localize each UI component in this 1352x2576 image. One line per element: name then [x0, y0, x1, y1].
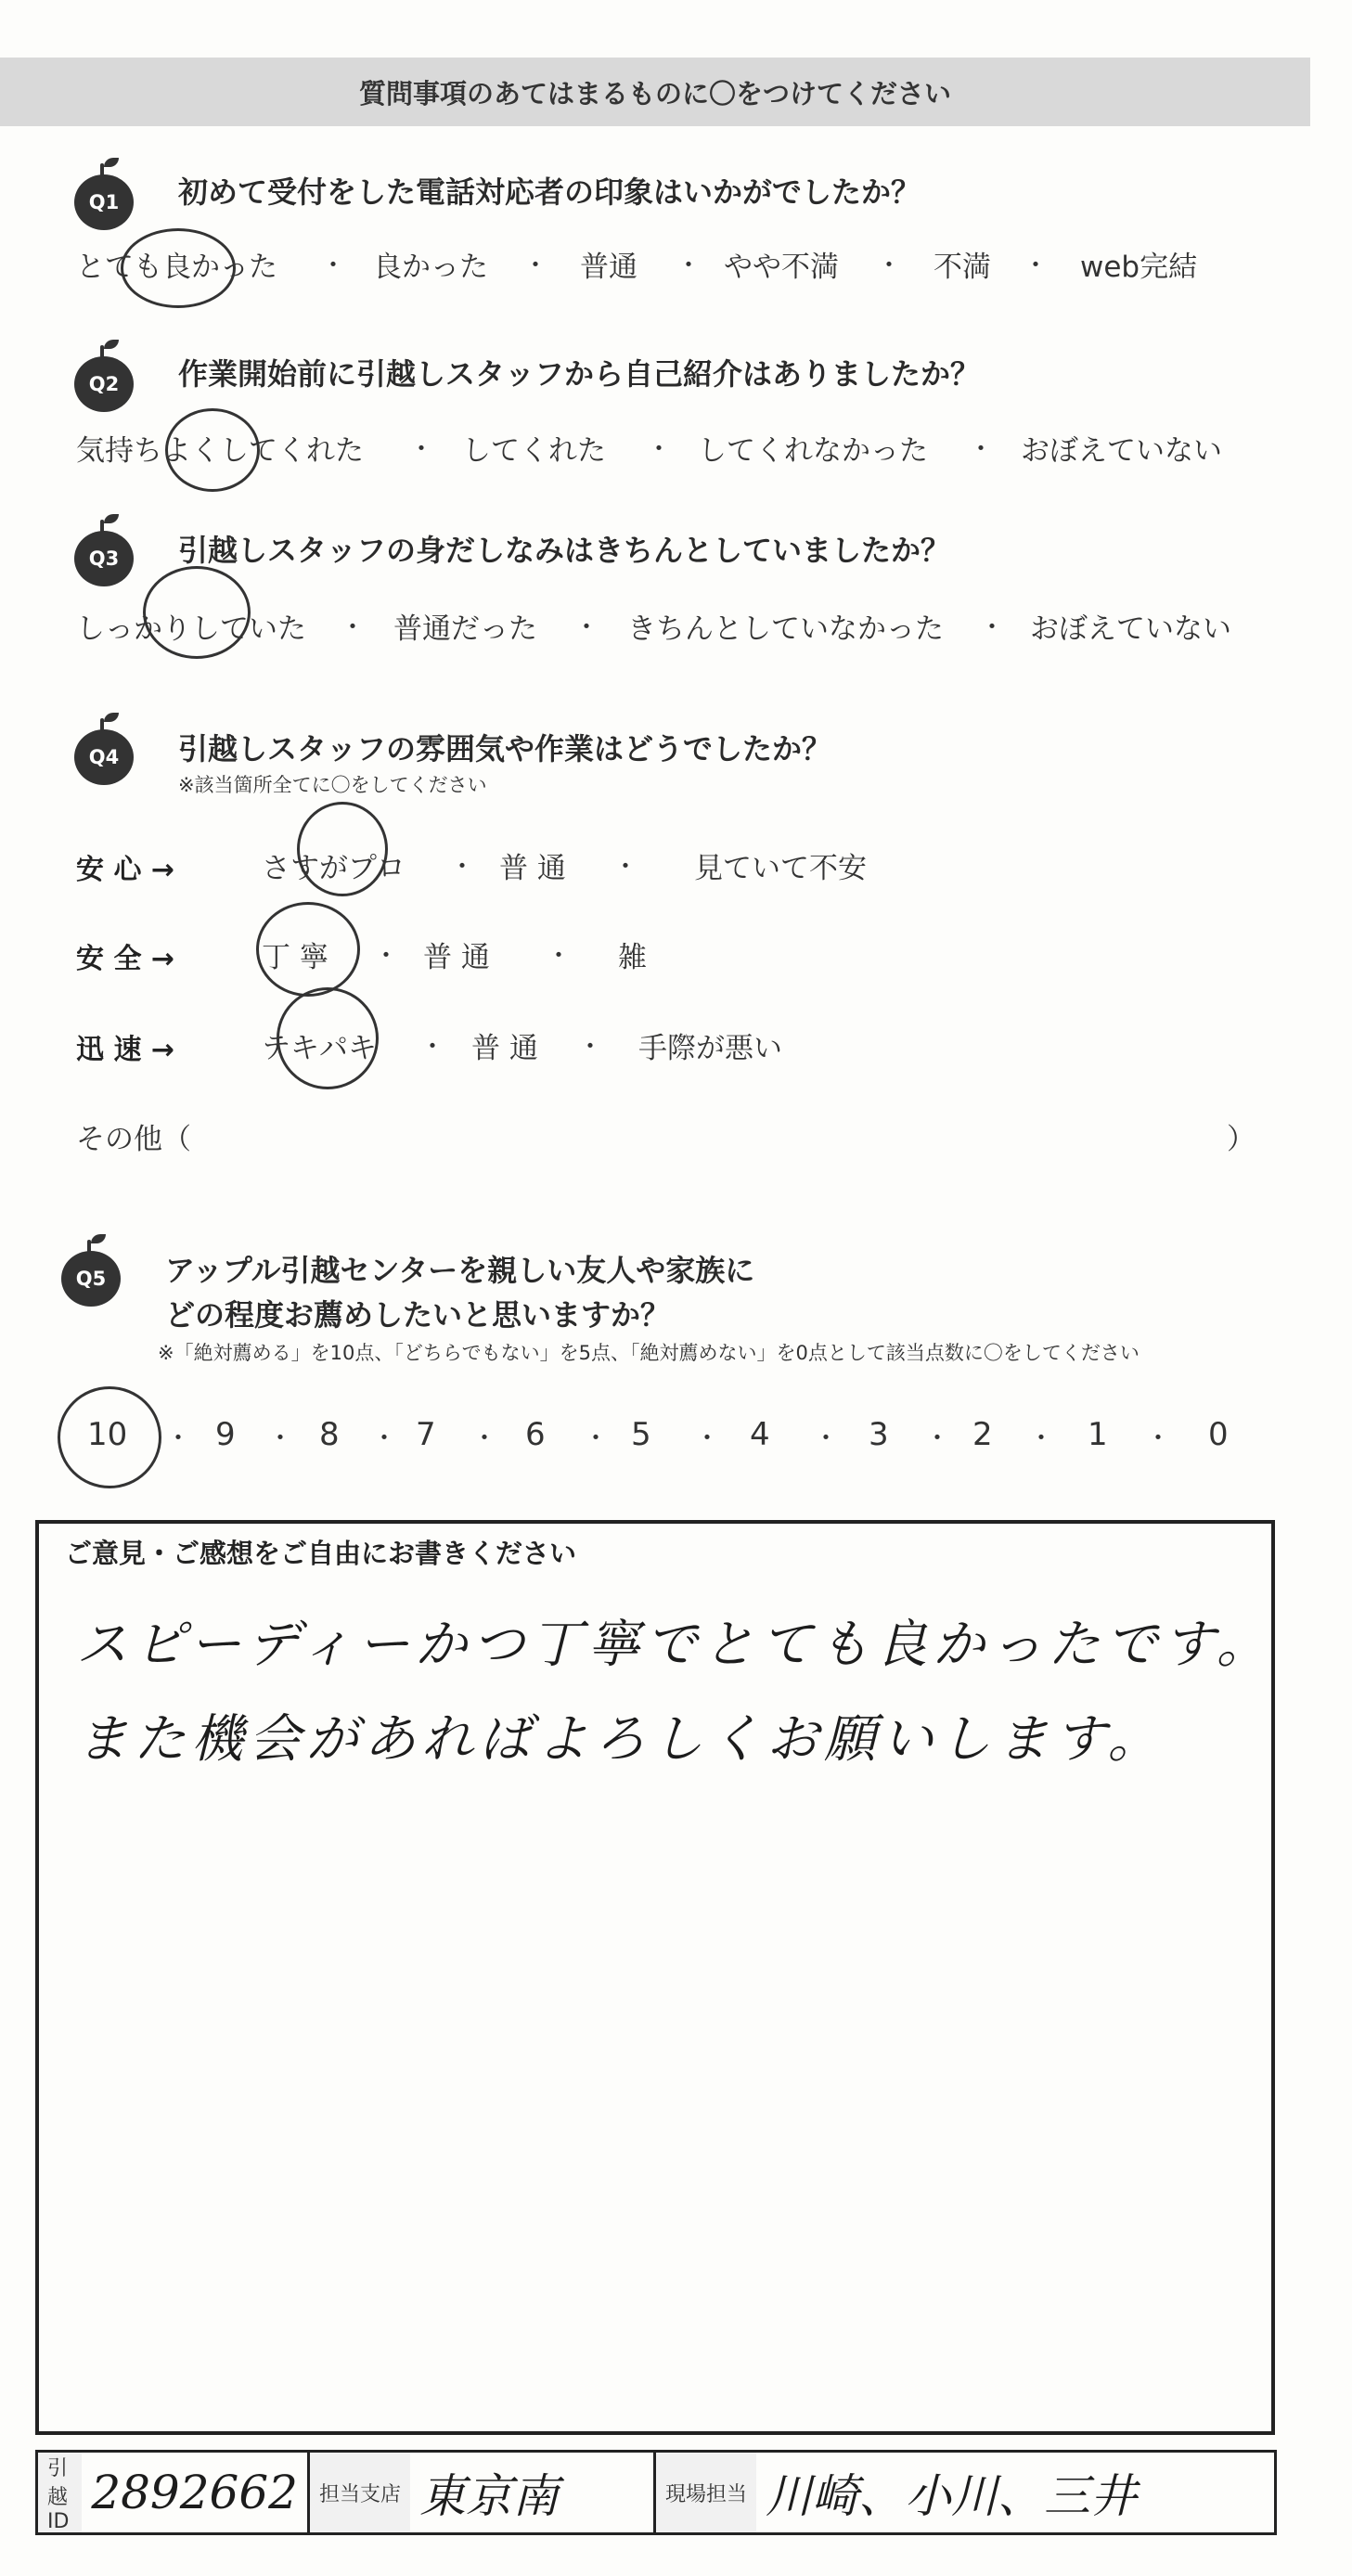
q2-title: 作業開始前に引越しスタッフから自己紹介はありましたか？ — [178, 356, 981, 392]
separator: ・ — [1028, 1423, 1055, 1453]
instructions-title: 質問事項のあてはまるものに〇をつけてください — [358, 77, 951, 109]
separator: ・ — [471, 1423, 498, 1453]
branch-label: 担当支店 — [310, 2453, 410, 2532]
separator: ・ — [373, 940, 400, 971]
separator: ・ — [340, 612, 367, 642]
q4-peace-option-normal[interactable]: 普 通 — [499, 852, 566, 885]
q5-score-3[interactable]: 3 — [869, 1416, 889, 1453]
separator: ・ — [573, 612, 600, 642]
q1-option-normal[interactable]: 普通 — [580, 251, 637, 284]
move-id-value: 2892662 — [91, 2466, 298, 2519]
instructions-header — [0, 58, 1310, 126]
separator: ・ — [876, 250, 903, 280]
q4-other-label: その他（ — [76, 1123, 191, 1156]
separator: ・ — [694, 1423, 721, 1453]
q4-other-field[interactable] — [234, 1127, 1217, 1154]
q5-score-1[interactable]: 1 — [1088, 1416, 1108, 1453]
separator: ・ — [371, 1423, 398, 1453]
q5-score-9[interactable]: 9 — [215, 1416, 236, 1453]
separator: ・ — [577, 1031, 604, 1062]
separator: ・ — [1145, 1423, 1172, 1453]
q2-selection-circle — [165, 408, 260, 492]
q4-safety-option-rough[interactable]: 雑 — [618, 941, 647, 974]
move-id-cell — [38, 2453, 310, 2532]
q4-row-peace-label: 安 心 → — [76, 854, 175, 886]
q3-option-neat[interactable]: しっかりしていた — [76, 612, 306, 646]
separator: ・ — [612, 851, 639, 882]
q4-title: 引越しスタッフの雰囲気や作業はどうでしたか？ — [178, 731, 832, 766]
q4-speed-option-clumsy[interactable]: 手際が悪い — [638, 1032, 782, 1065]
separator: ・ — [1023, 250, 1049, 280]
q5-score-0[interactable]: 0 — [1208, 1416, 1229, 1453]
q5-score-7[interactable]: 7 — [416, 1416, 436, 1453]
separator: ・ — [924, 1423, 951, 1453]
q4-safety-option-normal[interactable]: 普 通 — [423, 941, 490, 974]
q5-title-line2: どの程度お薦めしたいと思いますか？ — [165, 1297, 671, 1333]
q1-apple-icon: Q1 — [74, 174, 134, 230]
q5-note: ※「絶対薦める」を10点、「どちらでもない」を5点、「絶対薦めない」を0点として該当点数に〇をしてください — [158, 1342, 1140, 1364]
q1-title: 初めて受付をした電話対応者の印象はいかがでしたか？ — [178, 174, 921, 210]
q4-row-safety-label: 安 全 → — [76, 943, 175, 975]
comment-line-1: スピーディーかつ丁寧でとても良かったです。 — [76, 1615, 1274, 1675]
comment-title: ご意見・ご感想をご自由にお書きください — [65, 1538, 577, 1569]
q4-other-close: ） — [1227, 1123, 1255, 1156]
q4-speed-selection-circle — [277, 987, 379, 1089]
separator: ・ — [320, 250, 347, 280]
q4-safety-option-careful[interactable]: 丁 寧 — [262, 941, 328, 974]
q4-note: ※該当箇所全てに〇をしてください — [178, 774, 487, 796]
staff-cell — [656, 2453, 1274, 2532]
q1-option-good[interactable]: 良かった — [373, 251, 488, 284]
separator: ・ — [968, 433, 995, 464]
separator: ・ — [419, 1031, 446, 1062]
q2-apple-icon: Q2 — [74, 356, 134, 412]
q2-option-not-remember[interactable]: おぼえていない — [1021, 434, 1222, 468]
q1-selection-circle — [121, 228, 236, 308]
q3-apple-icon: Q3 — [74, 531, 134, 586]
q5-score-5[interactable]: 5 — [631, 1416, 651, 1453]
q1-option-very-good[interactable]: とても良かった — [76, 251, 277, 284]
q2-option-did-not[interactable]: してくれなかった — [698, 434, 928, 468]
branch-value: 東京南 — [419, 2469, 560, 2523]
q4-peace-selection-circle — [297, 802, 388, 896]
q5-score-10[interactable]: 10 — [87, 1416, 128, 1453]
q5-title-line1: アップル引越センターを親しい友人や家族に — [165, 1253, 755, 1288]
q5-score-4[interactable]: 4 — [750, 1416, 770, 1453]
separator: ・ — [522, 250, 549, 280]
q5-score-6[interactable]: 6 — [525, 1416, 546, 1453]
separator: ・ — [583, 1423, 610, 1453]
branch-cell — [310, 2453, 656, 2532]
separator: ・ — [408, 433, 435, 464]
q3-option-not-remember[interactable]: おぼえていない — [1030, 612, 1231, 646]
q3-title: 引越しスタッフの身だしなみはきちんとしていましたか？ — [178, 533, 951, 568]
move-id-label: 引越ID — [38, 2453, 82, 2532]
staff-label: 現場担当 — [656, 2453, 756, 2532]
q4-safety-selection-circle — [256, 902, 360, 997]
staff-value: 川崎、小川、三井 — [766, 2469, 1138, 2523]
q4-speed-option-quick[interactable]: テキパキ — [262, 1032, 377, 1065]
q1-option-web[interactable]: web完結 — [1080, 251, 1198, 284]
q5-apple-icon: Q5 — [61, 1251, 121, 1307]
q3-option-not-neat[interactable]: きちんとしていなかった — [627, 612, 944, 646]
q1-option-dissatisfied[interactable]: 不満 — [934, 251, 991, 284]
separator: ・ — [813, 1423, 840, 1453]
q4-peace-option-pro[interactable]: さすがプロ — [262, 852, 406, 885]
separator: ・ — [267, 1423, 294, 1453]
separator: ・ — [449, 851, 476, 882]
q2-option-pleasant[interactable]: 気持ちよくしてくれた — [76, 434, 364, 468]
separator: ・ — [165, 1423, 192, 1453]
staff-footer — [35, 2450, 1277, 2535]
q3-selection-circle — [143, 566, 251, 659]
separator: ・ — [676, 250, 702, 280]
q5-score-8[interactable]: 8 — [319, 1416, 340, 1453]
comment-line-2: また機会があればよろしくお願いします。 — [76, 1709, 1165, 1770]
q1-option-slightly-dissatisfied[interactable]: やや不満 — [724, 251, 839, 284]
separator: ・ — [546, 940, 573, 971]
q4-apple-icon: Q4 — [74, 729, 134, 785]
separator: ・ — [646, 433, 673, 464]
q5-score-2[interactable]: 2 — [972, 1416, 993, 1453]
q3-option-normal[interactable]: 普通だった — [393, 612, 537, 646]
q4-peace-option-uneasy[interactable]: 見ていて不安 — [694, 852, 867, 885]
q4-row-speed-label: 迅 速 → — [76, 1034, 175, 1066]
separator: ・ — [979, 612, 1006, 642]
q4-speed-option-normal[interactable]: 普 通 — [471, 1032, 538, 1065]
q2-option-did[interactable]: してくれた — [462, 434, 606, 468]
